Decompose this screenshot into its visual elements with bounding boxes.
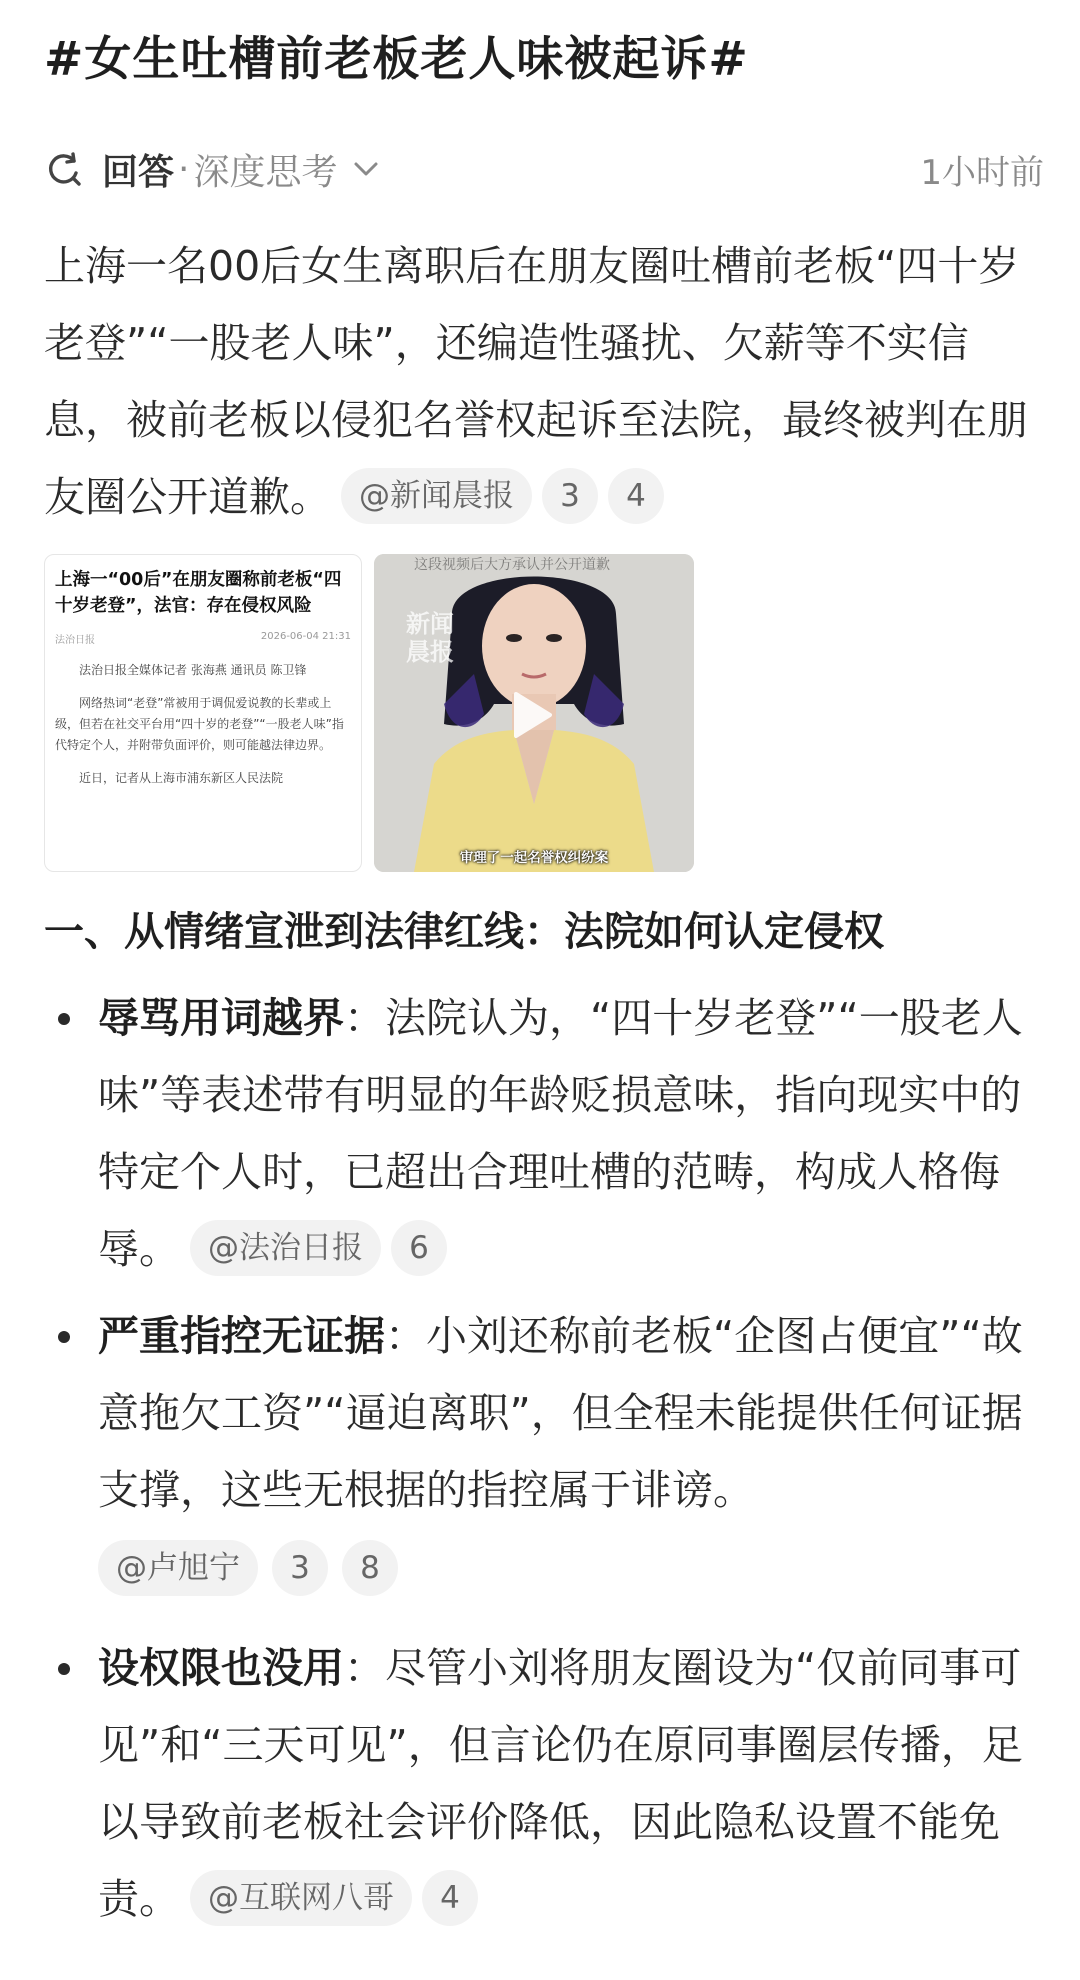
play-icon[interactable] xyxy=(496,682,562,748)
source-chip[interactable]: @新闻晨报 xyxy=(341,468,532,524)
article-publisher: 法治日报 xyxy=(55,635,95,646)
meta-separator: · xyxy=(178,148,190,190)
section-heading: 一、从情绪宣泄到法律红线：法院如何认定侵权 xyxy=(44,909,884,955)
bullet-body: ：尽管小刘将朋友圈设为“仅前同事可见”和“三天可见”，但言论仍在原同事圈层传播，足以导致前老板社会评价降低，因此隐私设置不能免责。 xyxy=(98,1644,1023,1923)
bullet-bold-label: 严重指控无证据 xyxy=(98,1312,385,1360)
video-caption: 审理了一起名誉权纠纷案 xyxy=(459,850,609,866)
bullet-citations xyxy=(98,1529,1044,1606)
bullet-dot xyxy=(58,1013,70,1025)
article-paragraph: 法治日报全媒体记者 张海燕 通讯员 陈卫锋 xyxy=(79,663,307,677)
article-paragraph: 网络热词“老登”常被用于调侃爱说教的长辈或上级，但若在社交平台用“四十岁的老登”“一股老人味”指代特定个人，并附带负面评价，则可能越法律边界。 xyxy=(55,696,344,752)
article-thumbnail[interactable] xyxy=(44,554,362,872)
bullet-dot xyxy=(58,1663,70,1675)
article-body xyxy=(55,660,351,789)
video-watermark: 新闻晨报 xyxy=(406,609,454,666)
reference-chip[interactable]: 6 xyxy=(391,1220,447,1276)
bullet-bold-label: 设权限也没用 xyxy=(98,1644,344,1692)
list-item xyxy=(44,1298,1044,1606)
article-title: 上海一“00后”在朋友圈称前老板“四十岁老登”，法官：存在侵权风险 xyxy=(55,570,342,616)
article-meta xyxy=(55,631,351,646)
reference-chip[interactable]: 3 xyxy=(542,468,598,524)
bullet-text xyxy=(98,1630,1044,1938)
reference-chip[interactable]: 8 xyxy=(342,1540,398,1596)
video-thumbnail[interactable] xyxy=(374,554,694,872)
deep-think-mode[interactable]: 深度思考 xyxy=(193,151,338,193)
bullet-body: ：法院认为，“四十岁老登”“一股老人味”等表述带有明显的年龄贬损意味，指向现实中的特定个人时，已超出合理吐槽的范畴，构成人格侮辱。 xyxy=(98,994,1023,1273)
chevron-down-icon[interactable] xyxy=(351,154,381,184)
bullet-text xyxy=(98,980,1044,1288)
list-item xyxy=(44,1630,1044,1938)
list-item xyxy=(44,980,1044,1288)
bullet-text xyxy=(98,1298,1044,1529)
topic-title[interactable]: #女生吐槽前老板老人味被起诉# xyxy=(44,32,749,87)
intro-paragraph xyxy=(44,228,1044,536)
media-row xyxy=(44,554,694,872)
source-chip[interactable]: @卢旭宁 xyxy=(98,1540,258,1596)
article-date: 2026-06-04 21:31 xyxy=(260,631,351,642)
reference-chip[interactable]: 4 xyxy=(422,1870,478,1926)
refresh-search-icon xyxy=(44,149,84,189)
answer-meta-row xyxy=(44,144,1044,194)
reference-chip[interactable]: 3 xyxy=(272,1540,328,1596)
reference-chip[interactable]: 4 xyxy=(608,468,664,524)
bullet-body: ：小刘还称前老板“企图占便宜”“故意拖欠工资”“逼迫离职”，但全程未能提供任何证据支撑，这些无根据的指控属于诽谤。 xyxy=(98,1312,1023,1514)
source-chip[interactable]: @互联网八哥 xyxy=(190,1870,412,1926)
intro-text: 上海一名00后女生离职后在朋友圈吐槽前老板“四十岁老登”“一股老人味”，还编造性骚扰、欠薪等不实信息，被前老板以侵犯名誉权起诉至法院，最终被判在朋友圈公开道歉。 xyxy=(44,242,1028,521)
article-paragraph: 近日，记者从上海市浦东新区人民法院 xyxy=(79,771,284,785)
answer-label: 回答 xyxy=(102,151,175,193)
answer-timestamp: 1小时前 xyxy=(920,152,1044,193)
bullet-bold-label: 辱骂用词越界 xyxy=(98,994,344,1042)
bullet-dot xyxy=(58,1331,70,1343)
video-top-subtitle: 这段视频后大方承认并公开道歉 xyxy=(414,557,610,573)
source-chip[interactable]: @法治日报 xyxy=(190,1220,381,1276)
